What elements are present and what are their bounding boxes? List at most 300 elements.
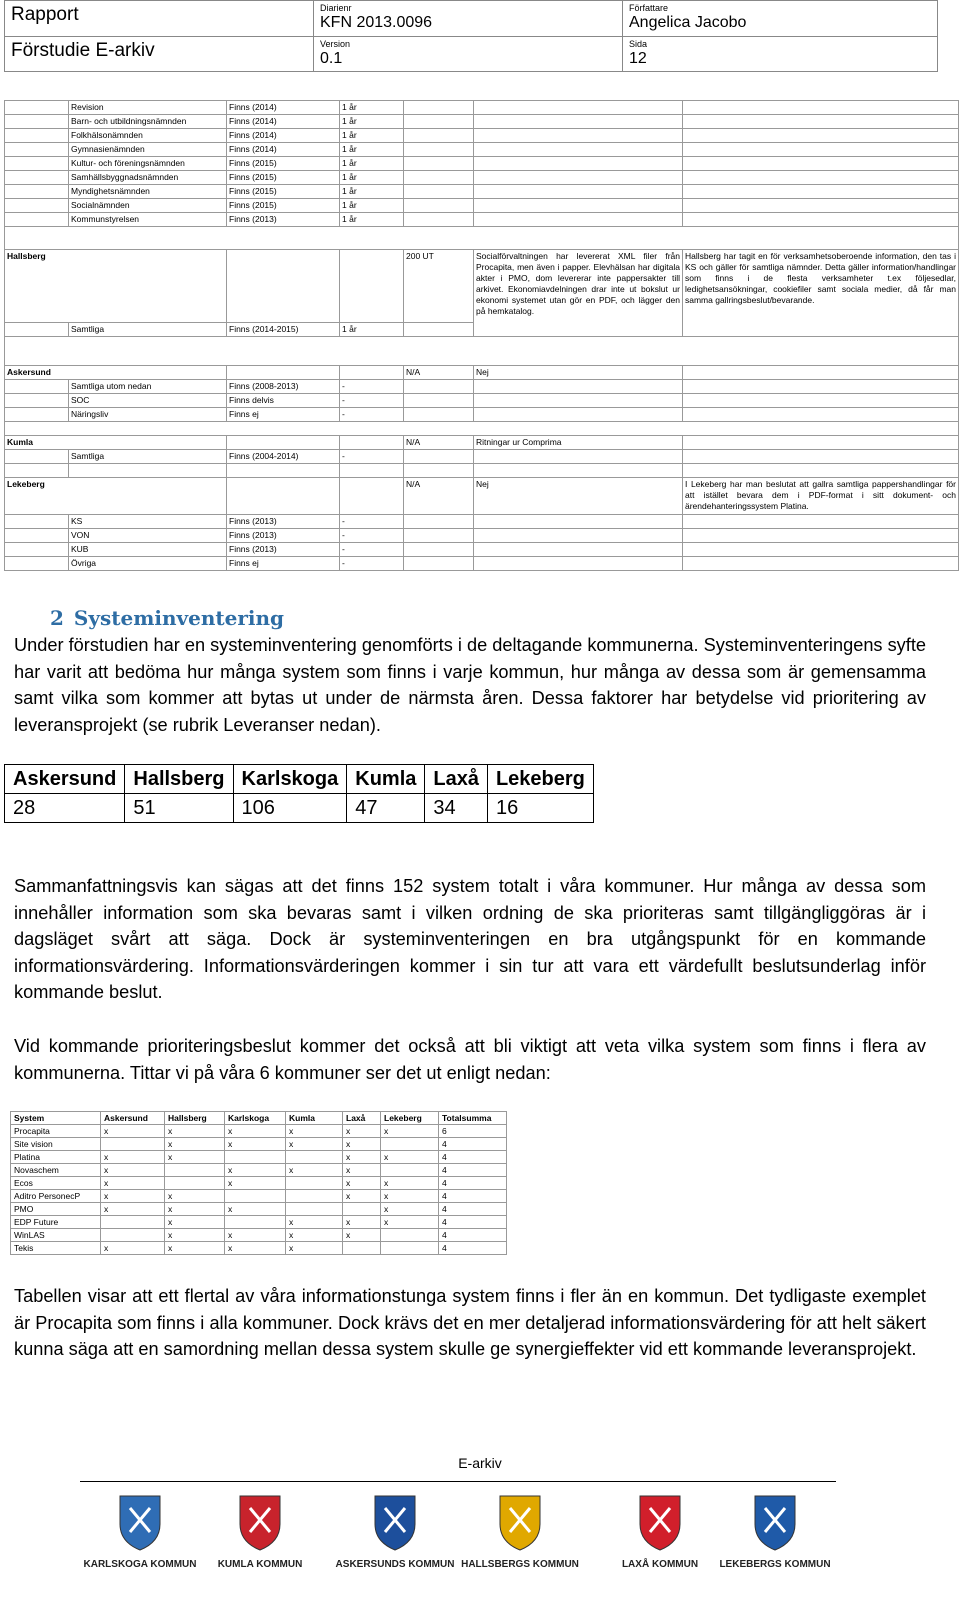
- empty-cell: [5, 143, 69, 157]
- hallsberg-logo: [460, 1490, 580, 1570]
- system-cell: x: [165, 1138, 225, 1151]
- system-name: EDP Future: [11, 1216, 101, 1229]
- system-cell: x: [343, 1190, 381, 1203]
- empty-cell: [404, 450, 474, 464]
- empty-cell: [227, 436, 340, 450]
- system-header: Lekeberg: [381, 1112, 439, 1125]
- document-header: [4, 0, 938, 72]
- empty-cell: [683, 529, 959, 543]
- table-row: [11, 1242, 507, 1255]
- unit-cell: Socialnämnden: [69, 199, 227, 213]
- system-cell: x: [101, 1164, 165, 1177]
- empty-cell: [474, 199, 683, 213]
- closing-paragraph: Tabellen visar att ett flertal av våra informationstunga system finns i fler än en kommun. Det tydligaste exemplet är Procapita som finns i alla kommuner. Dock krävs det en mer detaljerad informationsvärdering för att helt säkert kunna säga att en samordning mellan dessa system skulle ge synergieffekter vid ett kommande leveransprojekt.: [14, 1286, 926, 1359]
- unit-cell: Övriga: [69, 557, 227, 571]
- empty-cell: [404, 129, 474, 143]
- empty-cell: [5, 101, 69, 115]
- system-cell: [381, 1242, 439, 1255]
- karlskoga-logo: [80, 1490, 200, 1570]
- shared-systems-paragraph: Vid kommande prioriteringsbeslut kommer det också att bli viktigt att veta vilka system som finns i flera av kommunerna. Tittar vi på våra 6 kommuner ser det ut enligt nedan:: [14, 1036, 926, 1083]
- system-cell: 4: [439, 1151, 507, 1164]
- municipality-row: [5, 436, 959, 450]
- report-label-cell: [5, 1, 314, 37]
- dash-cell: [5, 464, 69, 478]
- empty-cell: [683, 515, 959, 529]
- empty-cell: [404, 380, 474, 394]
- empty-cell: [404, 185, 474, 199]
- status-cell: Finns (2014): [227, 129, 340, 143]
- count-header: Askersund: [5, 765, 125, 794]
- system-cell: x: [381, 1151, 439, 1164]
- table-row: [5, 394, 959, 408]
- empty-cell: [5, 543, 69, 557]
- empty-cell: [5, 199, 69, 213]
- retention-cell: -: [340, 380, 404, 394]
- table-row: [11, 1138, 507, 1151]
- intro-paragraph: Under förstudien har en systeminventering genomförts i de deltagande kommunerna. Systeminventeringens syfte har varit att bedöma hur många system som finns i varje kommun, hur många av dessa som är gemensamma samt vilka som kommer att bytas ut under de närmsta åren. Dessa faktorer har betydelse vid prioritering av leveransprojekt (se rubrik Leveranser nedan).: [14, 635, 926, 735]
- status-cell: Finns ej: [227, 557, 340, 571]
- empty-cell: [404, 557, 474, 571]
- dash-cell: [404, 464, 474, 478]
- municipality-name: Kumla: [5, 436, 227, 450]
- system-cell: x: [101, 1242, 165, 1255]
- logo-caption: HALLSBERGS KOMMUN: [461, 1559, 579, 1570]
- unit-cell: Myndighetsnämnden: [69, 185, 227, 199]
- system-cell: x: [286, 1125, 343, 1138]
- system-cell: x: [225, 1164, 286, 1177]
- empty-cell: [474, 185, 683, 199]
- empty-cell: [683, 436, 959, 450]
- system-cell: x: [225, 1177, 286, 1190]
- askersund-logo: [335, 1490, 455, 1570]
- table-row: [5, 515, 959, 529]
- section-heading: [50, 606, 294, 630]
- karlskoga-rows: [5, 101, 959, 227]
- empty-cell: [227, 366, 340, 380]
- system-cell: x: [381, 1203, 439, 1216]
- document-subtitle: Förstudie E-arkiv: [11, 39, 155, 61]
- system-cell: x: [101, 1125, 165, 1138]
- empty-cell: [474, 408, 683, 422]
- unit-cell: SOC: [69, 394, 227, 408]
- municipality-row: [5, 366, 959, 380]
- page-cell: [623, 36, 938, 72]
- system-cell: x: [381, 1216, 439, 1229]
- table-row: [11, 1177, 507, 1190]
- system-cell: [101, 1138, 165, 1151]
- section-title: Systeminventering: [73, 606, 285, 630]
- system-cell: x: [343, 1125, 381, 1138]
- empty-cell: [474, 213, 683, 227]
- status-cell: Finns (2015): [227, 171, 340, 185]
- system-cell: 4: [439, 1216, 507, 1229]
- table-row: [5, 543, 959, 557]
- system-cell: x: [286, 1229, 343, 1242]
- report-label: Rapport: [11, 4, 79, 25]
- version-value: 0.1: [320, 49, 343, 67]
- system-cell: x: [286, 1242, 343, 1255]
- system-cell: x: [343, 1138, 381, 1151]
- system-cell: x: [225, 1125, 286, 1138]
- empty-cell: [474, 557, 683, 571]
- empty-cell: [474, 529, 683, 543]
- system-cell: x: [343, 1151, 381, 1164]
- empty-cell: [474, 394, 683, 408]
- subtitle-cell: [5, 36, 314, 72]
- count-value: 28: [5, 794, 125, 823]
- system-cell: 4: [439, 1203, 507, 1216]
- empty-cell: [683, 213, 959, 227]
- empty-cell: [474, 515, 683, 529]
- status-cell: Finns (2015): [227, 199, 340, 213]
- system-cell: [381, 1229, 439, 1242]
- unit-cell: Revision: [69, 101, 227, 115]
- shield-icon: [600, 1490, 720, 1552]
- retention-cell: -: [340, 515, 404, 529]
- retention-cell: 1 år: [340, 115, 404, 129]
- empty-cell: [683, 129, 959, 143]
- logo-caption: LAXÅ KOMMUN: [621, 1559, 699, 1570]
- table-row: [11, 1229, 507, 1242]
- system-name: Procapita: [11, 1125, 101, 1138]
- system-cell: [286, 1203, 343, 1216]
- system-cell: x: [225, 1203, 286, 1216]
- retention-cell: 1 år: [340, 323, 404, 337]
- shared-system-table: [10, 1111, 507, 1255]
- empty-cell: [404, 529, 474, 543]
- hallsberg-section: [5, 227, 959, 366]
- count-value: 106: [233, 794, 347, 823]
- empty-cell: [683, 185, 959, 199]
- count-value: 51: [125, 794, 233, 823]
- table-row: [11, 1203, 507, 1216]
- empty-cell: [5, 157, 69, 171]
- retention-cell: -: [340, 557, 404, 571]
- system-cell: x: [165, 1125, 225, 1138]
- status-cell: Finns (2013): [227, 515, 340, 529]
- empty-cell: [404, 115, 474, 129]
- empty-cell: [404, 515, 474, 529]
- table-row: [5, 450, 959, 464]
- empty-cell: [5, 213, 69, 227]
- laxa-logo: [600, 1490, 720, 1570]
- shield-icon: [460, 1490, 580, 1552]
- table-row: [5, 185, 959, 199]
- system-cell: 4: [439, 1242, 507, 1255]
- empty-cell: [474, 101, 683, 115]
- status-cell: Finns (2004-2014): [227, 450, 340, 464]
- unit-cell: Samtliga: [69, 323, 227, 337]
- summary-paragraph: Sammanfattningsvis kan sägas att det finns 152 system totalt i våra kommuner. Hur många av dessa som innehåller information som ska bevaras samt i vilken ordning de ska prioriteras samt tillgängliggöras är i dagsläget svårt att säga. Dock är systeminventeringen en bra utgångspunkt för en kommande informationsvärdering. Informationsvärderingen kommer i sin tur att vara ett värdefullt beslutsunderlag inför kommande beslut.: [14, 876, 926, 1002]
- empty-cell: [5, 515, 69, 529]
- table-row: [11, 1216, 507, 1229]
- empty-cell: [474, 450, 683, 464]
- retention-cell: -: [340, 450, 404, 464]
- empty-cell: [5, 408, 69, 422]
- table-row: [5, 529, 959, 543]
- empty-cell: [340, 366, 404, 380]
- retention-cell: -: [340, 529, 404, 543]
- table-row: [5, 380, 959, 394]
- askersund-section: [5, 366, 959, 436]
- status-cell: Finns (2015): [227, 185, 340, 199]
- empty-cell: [5, 171, 69, 185]
- status-cell: Finns (2014): [227, 115, 340, 129]
- empty-cell: [5, 529, 69, 543]
- system-header: Kumla: [286, 1112, 343, 1125]
- system-cell: x: [165, 1151, 225, 1164]
- comment-cell: Socialförvaltningen har levererat XML filer från Procapita, men även i papper. Elevhälsan har digitala akter i PMO, dom levererar inte pappersakter till arkivet. Ekonomiavdelningen drar inte ut bokslut ur ekonomi systemet utan gör en PDF, och lägger den på hemkatalog.: [474, 250, 683, 337]
- system-cell: [101, 1216, 165, 1229]
- empty-cell: [404, 199, 474, 213]
- empty-cell: [404, 157, 474, 171]
- count-value: 47: [347, 794, 425, 823]
- empty-cell: [404, 143, 474, 157]
- system-cell: [225, 1151, 286, 1164]
- table-row: [5, 129, 959, 143]
- municipality-name: Askersund: [5, 366, 227, 380]
- section-number: 2: [50, 606, 64, 630]
- comment-cell: Nej: [474, 478, 683, 515]
- status-cell: Finns (2013): [227, 529, 340, 543]
- system-cell: x: [101, 1190, 165, 1203]
- system-name: Tekis: [11, 1242, 101, 1255]
- system-cell: x: [165, 1216, 225, 1229]
- unit-cell: Barn- och utbildningsnämnden: [69, 115, 227, 129]
- unit-cell: Näringsliv: [69, 408, 227, 422]
- empty-cell: [683, 143, 959, 157]
- empty-cell: [474, 157, 683, 171]
- empty-cell: [404, 101, 474, 115]
- note-cell: Hallsberg har tagit en för verksamhetsoberoende information, den tas i KS och gäller för samtliga nämnder. Detta gäller information/handlingar som finns i de flesta verksamheter t.ex följesedlar, ledighetsansökningar, cookiefiler samt sociala medier, då får man samma gallringsbeslut/bevarande.: [683, 250, 959, 337]
- unit-cell: Samtliga: [69, 450, 227, 464]
- retention-cell: 1 år: [340, 129, 404, 143]
- retention-cell: 1 år: [340, 199, 404, 213]
- system-cell: x: [165, 1203, 225, 1216]
- table-row: [5, 213, 959, 227]
- empty-cell: [683, 101, 959, 115]
- system-cell: x: [286, 1164, 343, 1177]
- system-name: WinLAS: [11, 1229, 101, 1242]
- logo-caption: KARLSKOGA KOMMUN: [83, 1559, 197, 1570]
- unit-cell: Samhällsbyggnadsnämnden: [69, 171, 227, 185]
- author-value: Angelica Jacobo: [629, 14, 747, 31]
- count-header: Hallsberg: [125, 765, 233, 794]
- empty-cell: [5, 394, 69, 408]
- footer-title: E-arkiv: [458, 1455, 502, 1471]
- system-name: Ecos: [11, 1177, 101, 1190]
- count-header: Lekeberg: [487, 765, 593, 794]
- system-cell: [286, 1151, 343, 1164]
- logo-caption: ASKERSUNDS KOMMUN: [335, 1559, 455, 1570]
- system-cell: x: [165, 1190, 225, 1203]
- status-cell: Finns (2014-2015): [227, 323, 340, 337]
- system-header: Totalsumma: [439, 1112, 507, 1125]
- system-cell: x: [381, 1125, 439, 1138]
- count-header-row: [5, 765, 594, 794]
- empty-cell: [474, 543, 683, 557]
- system-cell: x: [286, 1216, 343, 1229]
- table-row: [5, 143, 959, 157]
- table-row: [5, 157, 959, 171]
- volume-cell: N/A: [404, 366, 474, 380]
- system-cell: x: [225, 1229, 286, 1242]
- empty-cell: [474, 115, 683, 129]
- system-cell: 4: [439, 1138, 507, 1151]
- system-cell: x: [101, 1203, 165, 1216]
- system-header: Laxå: [343, 1112, 381, 1125]
- count-value: 16: [487, 794, 593, 823]
- status-cell: Finns (2014): [227, 143, 340, 157]
- system-cell: [225, 1216, 286, 1229]
- unit-cell: Samtliga utom nedan: [69, 380, 227, 394]
- system-cell: [165, 1164, 225, 1177]
- table-row: [11, 1190, 507, 1203]
- system-cell: x: [225, 1242, 286, 1255]
- system-cell: [286, 1177, 343, 1190]
- empty-cell: [404, 394, 474, 408]
- status-cell: Finns delvis: [227, 394, 340, 408]
- shield-icon: [335, 1490, 455, 1552]
- empty-cell: [683, 408, 959, 422]
- unit-cell: Kommunstyrelsen: [69, 213, 227, 227]
- empty-cell: [683, 115, 959, 129]
- system-cell: x: [225, 1138, 286, 1151]
- empty-cell: [5, 380, 69, 394]
- volume-cell: 200 UT: [404, 250, 474, 323]
- logo-caption: LEKEBERGS KOMMUN: [719, 1559, 831, 1570]
- empty-cell: [683, 366, 959, 380]
- page-label: Sida: [629, 38, 648, 49]
- table-row: [5, 557, 959, 571]
- system-cell: x: [165, 1229, 225, 1242]
- kumla-logo: [200, 1490, 320, 1570]
- system-cell: 4: [439, 1229, 507, 1242]
- system-cell: x: [343, 1164, 381, 1177]
- municipality-name: Hallsberg: [5, 250, 227, 323]
- footer-divider: [80, 1481, 836, 1482]
- dash-cell: [474, 464, 683, 478]
- system-name: Site vision: [11, 1138, 101, 1151]
- system-cell: 4: [439, 1190, 507, 1203]
- shield-icon: [715, 1490, 835, 1552]
- system-cell: x: [101, 1151, 165, 1164]
- table-row: [5, 199, 959, 213]
- retention-cell: 1 år: [340, 143, 404, 157]
- unit-cell: Gymnasienämnden: [69, 143, 227, 157]
- shield-icon: [200, 1490, 320, 1552]
- system-cell: 4: [439, 1164, 507, 1177]
- system-cell: 4: [439, 1177, 507, 1190]
- system-rows: [11, 1125, 507, 1255]
- volume-cell: N/A: [404, 478, 474, 515]
- municipality-name: Lekeberg: [5, 478, 227, 515]
- table-row: [5, 171, 959, 185]
- status-cell: Finns (2008-2013): [227, 380, 340, 394]
- dash-cell: [683, 464, 959, 478]
- system-name: Platina: [11, 1151, 101, 1164]
- empty-cell: [474, 380, 683, 394]
- retention-cell: 1 år: [340, 101, 404, 115]
- author-label: Författare: [629, 3, 669, 13]
- empty-cell: [683, 157, 959, 171]
- system-cell: [165, 1177, 225, 1190]
- system-header: System: [11, 1112, 101, 1125]
- retention-cell: -: [340, 408, 404, 422]
- empty-cell: [683, 171, 959, 185]
- lekeberg-logo: [715, 1490, 835, 1570]
- volume-cell: N/A: [404, 436, 474, 450]
- empty-cell: [683, 394, 959, 408]
- empty-cell: [5, 450, 69, 464]
- retention-cell: 1 år: [340, 213, 404, 227]
- retention-cell: -: [340, 394, 404, 408]
- system-header-row: [11, 1112, 507, 1125]
- shield-icon: [80, 1490, 200, 1552]
- system-cell: x: [343, 1229, 381, 1242]
- empty-cell: [5, 129, 69, 143]
- diarie-label: Diarienr: [320, 3, 352, 13]
- system-name: Aditro PersonecP: [11, 1190, 101, 1203]
- table-row: [11, 1164, 507, 1177]
- table-row: [11, 1125, 507, 1138]
- diarie-cell: [314, 1, 623, 37]
- kumla-section: [5, 436, 959, 464]
- dash-row: [5, 464, 959, 478]
- retention-cell: 1 år: [340, 185, 404, 199]
- system-name: PMO: [11, 1203, 101, 1216]
- empty-cell: [474, 171, 683, 185]
- retention-cell: 1 år: [340, 171, 404, 185]
- spacer-cell: [5, 422, 959, 436]
- system-cell: [343, 1242, 381, 1255]
- empty-cell: [683, 450, 959, 464]
- note-cell: I Lekeberg har man beslutat att gallra samtliga pappershandlingar för att istället bevara dem i PDF-format i sitt dokument- och ärendehanteringssystem Platina.: [683, 478, 959, 515]
- count-header: Karlskoga: [233, 765, 347, 794]
- unit-cell: KS: [69, 515, 227, 529]
- empty-cell: [683, 557, 959, 571]
- system-cell: [286, 1190, 343, 1203]
- system-cell: x: [381, 1177, 439, 1190]
- page-value: 12: [629, 49, 647, 67]
- system-cell: x: [381, 1190, 439, 1203]
- count-header: Laxå: [425, 765, 488, 794]
- lekeberg-section: [5, 478, 959, 515]
- system-cell: [381, 1164, 439, 1177]
- system-cell: [381, 1138, 439, 1151]
- table-row: [11, 1151, 507, 1164]
- count-header: Kumla: [347, 765, 425, 794]
- retention-cell: -: [340, 543, 404, 557]
- system-cell: x: [101, 1177, 165, 1190]
- system-cell: [343, 1203, 381, 1216]
- system-cell: [101, 1229, 165, 1242]
- system-count-table: [4, 764, 594, 823]
- dash-cell: [340, 464, 404, 478]
- empty-cell: [5, 557, 69, 571]
- retention-cell: 1 år: [340, 157, 404, 171]
- diarie-value: KFN 2013.0096: [320, 14, 433, 31]
- version-label: Version: [320, 38, 351, 49]
- comment-cell: Ritningar ur Comprima: [474, 436, 683, 450]
- empty-cell: [683, 199, 959, 213]
- status-cell: Finns ej: [227, 408, 340, 422]
- dash-cell: [69, 464, 227, 478]
- empty-cell: [340, 436, 404, 450]
- empty-cell: [5, 185, 69, 199]
- status-cell: Finns (2013): [227, 213, 340, 227]
- table-row: [5, 101, 959, 115]
